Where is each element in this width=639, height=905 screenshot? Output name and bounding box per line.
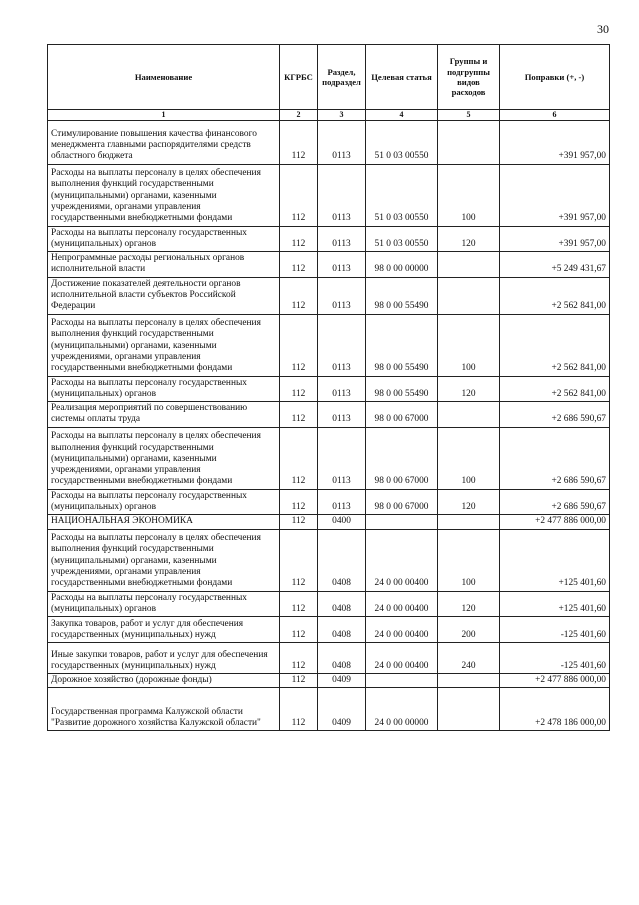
header-section: Раздел, подраздел — [318, 45, 366, 110]
row-kgrbs: 112 — [280, 252, 318, 278]
table-row — [48, 164, 610, 226]
row-expense-group: 100 — [438, 427, 500, 489]
row-expense-group — [438, 688, 500, 731]
page-number: 30 — [597, 22, 609, 36]
row-name: Расходы на выплаты персоналу государственных (муниципальных) органов — [48, 489, 280, 515]
row-kgrbs: 112 — [280, 120, 318, 164]
table-row — [48, 376, 610, 402]
row-section: 0113 — [318, 252, 366, 278]
row-amount: +391 957,00 — [500, 120, 610, 164]
row-name: Закупка товаров, работ и услуг для обеспечения государственных (муниципальных) нужд — [48, 617, 280, 643]
table-row — [48, 591, 610, 617]
row-name: Расходы на выплаты персоналу государственных (муниципальных) органов — [48, 591, 280, 617]
row-expense-group: 200 — [438, 617, 500, 643]
table-body — [48, 120, 610, 731]
row-target-article: 51 0 03 00550 — [366, 120, 438, 164]
row-name: Расходы на выплаты персоналу государственных (муниципальных) органов — [48, 226, 280, 252]
table-row — [48, 529, 610, 591]
row-target-article: 51 0 03 00550 — [366, 226, 438, 252]
row-name: Расходы на выплаты персоналу в целях обеспечения выполнения функций государственными (муниципальными) органами, казенными учреждениями, органами управления государственными внебюджетными фондами — [48, 314, 280, 376]
row-amount: -125 401,60 — [500, 617, 610, 643]
row-section: 0408 — [318, 643, 366, 674]
row-kgrbs: 112 — [280, 277, 318, 314]
row-target-article: 24 0 00 00400 — [366, 529, 438, 591]
table-row — [48, 643, 610, 674]
row-kgrbs: 112 — [280, 489, 318, 515]
table-row — [48, 314, 610, 376]
row-target-article: 24 0 00 00400 — [366, 591, 438, 617]
row-kgrbs: 112 — [280, 674, 318, 688]
table-row — [48, 277, 610, 314]
row-expense-group — [438, 277, 500, 314]
row-section: 0113 — [318, 120, 366, 164]
table-row — [48, 427, 610, 489]
row-kgrbs: 112 — [280, 402, 318, 428]
row-kgrbs: 112 — [280, 226, 318, 252]
row-name: Стимулирование повышения качества финансового менеджмента главными распорядителями средств областного бюджета — [48, 120, 280, 164]
column-number: 1 — [48, 110, 280, 121]
row-kgrbs: 112 — [280, 591, 318, 617]
row-kgrbs: 112 — [280, 515, 318, 529]
row-kgrbs: 112 — [280, 427, 318, 489]
row-amount: +391 957,00 — [500, 226, 610, 252]
row-name: Реализация мероприятий по совершенствованию системы оплаты труда — [48, 402, 280, 428]
row-expense-group — [438, 120, 500, 164]
row-amount: +391 957,00 — [500, 164, 610, 226]
row-amount: +2 562 841,00 — [500, 277, 610, 314]
row-name: Расходы на выплаты персоналу в целях обеспечения выполнения функций государственными (муниципальными) органами, казенными учреждениями, органами управления государственными внебюджетными фондами — [48, 164, 280, 226]
header-kgrbs: КГРБС — [280, 45, 318, 110]
row-expense-group: 120 — [438, 376, 500, 402]
row-kgrbs: 112 — [280, 529, 318, 591]
row-kgrbs: 112 — [280, 376, 318, 402]
row-expense-group: 120 — [438, 489, 500, 515]
table-row — [48, 252, 610, 278]
row-kgrbs: 112 — [280, 314, 318, 376]
row-kgrbs: 112 — [280, 688, 318, 731]
row-amount: +2 478 186 000,00 — [500, 688, 610, 731]
column-number: 6 — [500, 110, 610, 121]
row-expense-group: 100 — [438, 164, 500, 226]
row-amount: +2 477 886 000,00 — [500, 515, 610, 529]
table-row — [48, 688, 610, 731]
row-expense-group: 120 — [438, 591, 500, 617]
column-number: 5 — [438, 110, 500, 121]
column-number: 2 — [280, 110, 318, 121]
row-target-article — [366, 515, 438, 529]
row-target-article: 51 0 03 00550 — [366, 164, 438, 226]
row-expense-group — [438, 515, 500, 529]
row-name: Достижение показателей деятельности органов исполнительной власти субъектов Российской Федерации — [48, 277, 280, 314]
row-name: Иные закупки товаров, работ и услуг для обеспечения государственных (муниципальных) нужд — [48, 643, 280, 674]
row-name: Расходы на выплаты персоналу в целях обеспечения выполнения функций государственными (муниципальными) органами, казенными учреждениями, органами управления государственными внебюджетными фондами — [48, 529, 280, 591]
row-amount: +5 249 431,67 — [500, 252, 610, 278]
row-target-article: 98 0 00 67000 — [366, 489, 438, 515]
row-section: 0113 — [318, 226, 366, 252]
header-group: Группы и подгруппы видов расходов — [438, 45, 500, 110]
row-section: 0409 — [318, 688, 366, 731]
row-section: 0113 — [318, 164, 366, 226]
row-target-article: 98 0 00 55490 — [366, 314, 438, 376]
row-section: 0408 — [318, 529, 366, 591]
row-expense-group — [438, 252, 500, 278]
row-amount: +2 686 590,67 — [500, 489, 610, 515]
row-amount: +2 686 590,67 — [500, 427, 610, 489]
row-expense-group: 240 — [438, 643, 500, 674]
table-row — [48, 617, 610, 643]
row-amount: +125 401,60 — [500, 591, 610, 617]
row-section: 0400 — [318, 515, 366, 529]
row-section: 0409 — [318, 674, 366, 688]
row-amount: +2 562 841,00 — [500, 376, 610, 402]
row-section: 0113 — [318, 402, 366, 428]
table-row — [48, 674, 610, 688]
row-expense-group — [438, 674, 500, 688]
row-kgrbs: 112 — [280, 617, 318, 643]
row-target-article: 98 0 00 67000 — [366, 427, 438, 489]
column-number: 4 — [366, 110, 438, 121]
row-target-article: 98 0 00 00000 — [366, 252, 438, 278]
row-section: 0408 — [318, 617, 366, 643]
row-amount: -125 401,60 — [500, 643, 610, 674]
row-name: Государственная программа Калужской области "Развитие дорожного хозяйства Калужской области" — [48, 688, 280, 731]
table-row — [48, 226, 610, 252]
row-target-article: 24 0 00 00000 — [366, 688, 438, 731]
row-name: Расходы на выплаты персоналу государственных (муниципальных) органов — [48, 376, 280, 402]
row-section: 0408 — [318, 591, 366, 617]
budget-table — [47, 44, 610, 731]
row-kgrbs: 112 — [280, 164, 318, 226]
row-amount: +2 686 590,67 — [500, 402, 610, 428]
row-amount: +2 562 841,00 — [500, 314, 610, 376]
table-row — [48, 120, 610, 164]
table-row — [48, 489, 610, 515]
row-kgrbs: 112 — [280, 643, 318, 674]
row-section: 0113 — [318, 376, 366, 402]
column-number: 3 — [318, 110, 366, 121]
row-target-article — [366, 674, 438, 688]
header-amount: Поправки (+, -) — [500, 45, 610, 110]
row-section: 0113 — [318, 489, 366, 515]
row-amount: +125 401,60 — [500, 529, 610, 591]
row-target-article: 98 0 00 55490 — [366, 376, 438, 402]
row-target-article: 98 0 00 67000 — [366, 402, 438, 428]
row-section: 0113 — [318, 277, 366, 314]
row-name: Расходы на выплаты персоналу в целях обеспечения выполнения функций государственными (муниципальными) органами, казенными учреждениями, органами управления государственными внебюджетными фондами — [48, 427, 280, 489]
header-name: Наименование — [48, 45, 280, 110]
row-expense-group — [438, 402, 500, 428]
column-number-row — [48, 110, 610, 121]
row-target-article: 98 0 00 55490 — [366, 277, 438, 314]
table-row — [48, 402, 610, 428]
row-expense-group: 100 — [438, 314, 500, 376]
header-target: Целевая статья — [366, 45, 438, 110]
row-name: НАЦИОНАЛЬНАЯ ЭКОНОМИКА — [48, 515, 280, 529]
row-expense-group: 100 — [438, 529, 500, 591]
row-expense-group: 120 — [438, 226, 500, 252]
table-row — [48, 515, 610, 529]
row-target-article: 24 0 00 00400 — [366, 643, 438, 674]
row-amount: +2 477 886 000,00 — [500, 674, 610, 688]
row-name: Непрограммные расходы региональных органов исполнительной власти — [48, 252, 280, 278]
table-header-row — [48, 45, 610, 110]
row-section: 0113 — [318, 427, 366, 489]
row-target-article: 24 0 00 00400 — [366, 617, 438, 643]
row-section: 0113 — [318, 314, 366, 376]
row-name: Дорожное хозяйство (дорожные фонды) — [48, 674, 280, 688]
